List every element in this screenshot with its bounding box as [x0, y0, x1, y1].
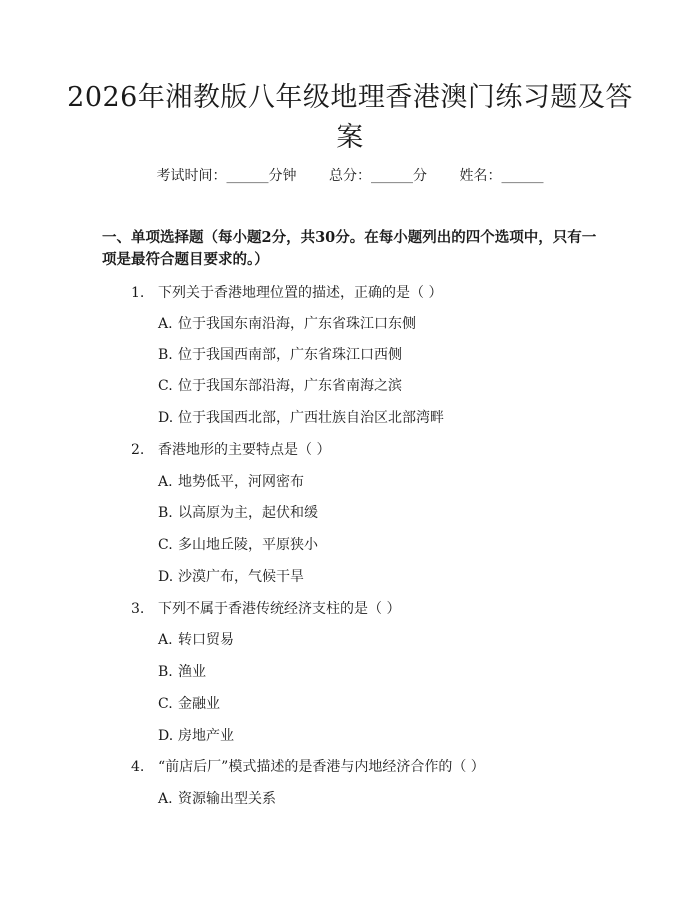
answer-option [158, 314, 416, 334]
option-letter: C. [158, 537, 173, 553]
option-text: 位于我国西北部，广西壮族自治区北部湾畔 [178, 410, 444, 426]
answer-option [158, 694, 220, 714]
question-stem [131, 757, 485, 777]
answer-option [158, 567, 304, 587]
option-text: 沙漠广布，气候干旱 [178, 569, 304, 585]
question-number: 1. [131, 285, 145, 301]
option-text: 地势低平，河网密布 [178, 474, 304, 490]
question-number: 3. [131, 601, 145, 617]
option-text: 资源输出型关系 [178, 791, 276, 807]
question-text: 香港地形的主要特点是（ ） [158, 442, 331, 458]
option-text: 金融业 [178, 696, 220, 712]
question-stem [131, 440, 330, 460]
option-text: 以高原为主，起伏和缓 [178, 505, 318, 521]
total-score-field: 总分：______分 [329, 168, 427, 184]
question-text: 下列关于香港地理位置的描述，正确的是（ ） [158, 285, 443, 301]
answer-option [158, 662, 206, 682]
option-letter: A. [158, 316, 173, 332]
question-text: 下列不属于香港传统经济支柱的是（ ） [158, 601, 401, 617]
answer-option [158, 472, 304, 492]
answer-option [158, 376, 402, 396]
option-letter: A. [158, 791, 173, 807]
answer-option [158, 408, 444, 428]
option-text: 房地产业 [178, 728, 234, 744]
option-text: 位于我国东南沿海，广东省珠江口东侧 [178, 316, 416, 332]
option-letter: B. [158, 664, 173, 680]
student-name-field: 姓名：______ [459, 168, 544, 184]
option-letter: A. [158, 632, 173, 648]
option-text: 位于我国西南部，广东省珠江口西侧 [178, 347, 402, 363]
option-text: 位于我国东部沿海，广东省南海之滨 [178, 378, 402, 394]
section-heading: 一、单项选择题（每小题2分，共30分。在每小题列出的四个选项中，只有一项是最符合题目要求的。） [102, 229, 597, 268]
answer-option [158, 503, 318, 523]
answer-option [158, 630, 234, 650]
option-letter: D. [158, 410, 174, 426]
answer-option [158, 789, 276, 809]
option-text: 转口贸易 [178, 632, 234, 648]
document-title: 2026年湘教版八年级地理香港澳门练习题及答案 [67, 82, 633, 153]
question-text: “前店后厂”模式描述的是香港与内地经济合作的（ ） [158, 759, 485, 775]
option-letter: D. [158, 569, 174, 585]
exam-time-field: 考试时间：______分钟 [156, 168, 297, 184]
exam-info-line [0, 166, 700, 186]
question-stem [131, 599, 400, 619]
option-letter: A. [158, 474, 173, 490]
option-letter: B. [158, 347, 173, 363]
option-letter: D. [158, 728, 174, 744]
option-letter: C. [158, 696, 173, 712]
option-text: 渔业 [178, 664, 206, 680]
answer-option [158, 726, 234, 746]
option-letter: B. [158, 505, 173, 521]
question-stem [131, 283, 442, 303]
answer-option [158, 535, 318, 555]
option-letter: C. [158, 378, 173, 394]
answer-option [158, 345, 402, 365]
question-number: 2. [131, 442, 145, 458]
option-text: 多山地丘陵，平原狭小 [178, 537, 318, 553]
question-number: 4. [131, 759, 145, 775]
